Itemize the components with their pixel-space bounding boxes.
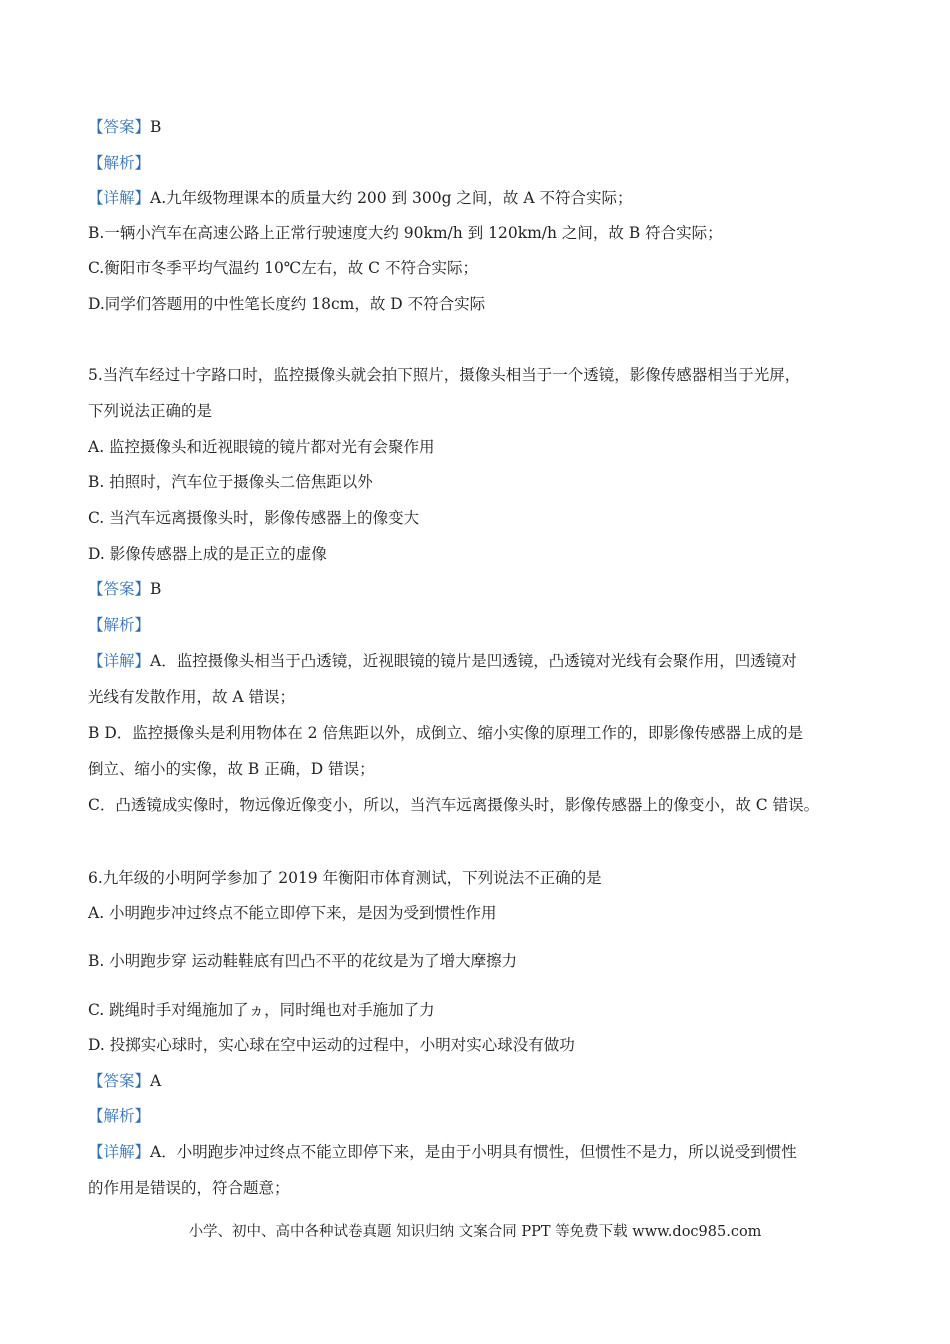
q6-option-b: B. 小明跑步穿 运动鞋鞋底有凹凸不平的花纹是为了增大摩擦力 xyxy=(88,952,518,970)
analysis-tag: 【解析】 xyxy=(88,154,151,172)
q5-detail-text: A．监控摄像头相当于凸透镜，近视眼镜的镜片是凹透镜，凸透镜对光线有会聚作用，凹透镜对 xyxy=(150,652,797,670)
q4-detail-b: B.一辆小汽车在高速公路上正常行驶速度大约 90km/h 到 120km/h 之间，故 B 符合实际； xyxy=(88,224,723,242)
detail-tag: 【详解】 xyxy=(88,652,151,670)
analysis-tag: 【解析】 xyxy=(88,616,151,634)
answer-tag: 【答案】 xyxy=(88,118,151,136)
q5-detail-line3: B D．监控摄像头是利用物体在 2 倍焦距以外，成倒立、缩小实像的原理工作的，即影像传感器上成的是 xyxy=(88,724,803,742)
q6-option-d: D. 投掷实心球时，实心球在空中运动的过程中，小明对实心球没有做功 xyxy=(88,1036,575,1054)
q4-detail-text: A.九年级物理课本的质量大约 200 到 300g 之间，故 A 不符合实际； xyxy=(150,189,633,207)
q5-detail-line4: 倒立、缩小的实像，故 B 正确，D 错误； xyxy=(88,760,375,778)
q6-detail-line1 xyxy=(88,1141,878,1163)
analysis-tag: 【解析】 xyxy=(88,1107,151,1125)
q6-answer-value: A xyxy=(150,1072,162,1090)
answer-tag: 【答案】 xyxy=(88,1072,151,1090)
q6-detail-text: A．小明跑步冲过终点不能立即停下来，是由于小明具有惯性，但惯性不是力，所以说受到惯性 xyxy=(150,1143,797,1161)
q6-stem: 6.九年级的小明阿学参加了 2019 年衡阳市体育测试，下列说法不正确的是 xyxy=(88,869,602,887)
q5-stem-line2: 下列说法正确的是 xyxy=(88,402,213,420)
q6-answer-line xyxy=(88,1070,878,1092)
q6-option-c: C. 跳绳时手对绳施加了ヵ，同时绳也对手施加了力 xyxy=(88,1001,435,1019)
q5-stem-line1: 5.当汽车经过十字路口时，监控摄像头就会拍下照片，摄像头相当于一个透镜，影像传感器相当于光屏， xyxy=(88,366,801,384)
q5-detail-line2: 光线有发散作用，故 A 错误； xyxy=(88,688,296,706)
q4-answer-line xyxy=(88,116,878,138)
q5-option-a: A. 监控摄像头和近视眼镜的镜片都对光有会聚作用 xyxy=(88,438,435,456)
detail-tag: 【详解】 xyxy=(88,189,151,207)
q5-option-b: B. 拍照时，汽车位于摄像头二倍焦距以外 xyxy=(88,473,373,491)
q4-answer-value: B xyxy=(150,118,162,136)
q5-detail-line1 xyxy=(88,650,878,672)
page-footer: 小学、初中、高中各种试卷真题 知识归纳 文案合同 PPT 等免费下载 www.doc985.com xyxy=(188,1224,762,1240)
q5-option-d: D. 影像传感器上成的是正立的虚像 xyxy=(88,545,327,563)
q4-detail-d: D.同学们答题用的中性笔长度约 18cm，故 D 不符合实际 xyxy=(88,295,486,313)
q5-answer-line xyxy=(88,578,878,600)
q5-option-c: C. 当汽车远离摄像头时，影像传感器上的像变大 xyxy=(88,509,420,527)
q4-detail-c: C.衡阳市冬季平均气温约 10℃左右，故 C 不符合实际； xyxy=(88,259,478,277)
q4-detail-line xyxy=(88,187,878,209)
q5-detail-line5: C．凸透镜成实像时，物远像近像变小，所以，当汽车远离摄像头时，影像传感器上的像变小，故 C 错误。 xyxy=(88,796,820,814)
detail-tag: 【详解】 xyxy=(88,1143,151,1161)
q5-answer-value: B xyxy=(150,580,162,598)
q5-analysis-line xyxy=(88,614,878,636)
q4-analysis-line xyxy=(88,152,878,174)
q6-detail-line2: 的作用是错误的，符合题意； xyxy=(88,1179,290,1197)
q6-option-a: A. 小明跑步冲过终点不能立即停下来，是因为受到惯性作用 xyxy=(88,904,497,922)
answer-tag: 【答案】 xyxy=(88,580,151,598)
q6-analysis-line xyxy=(88,1105,878,1127)
